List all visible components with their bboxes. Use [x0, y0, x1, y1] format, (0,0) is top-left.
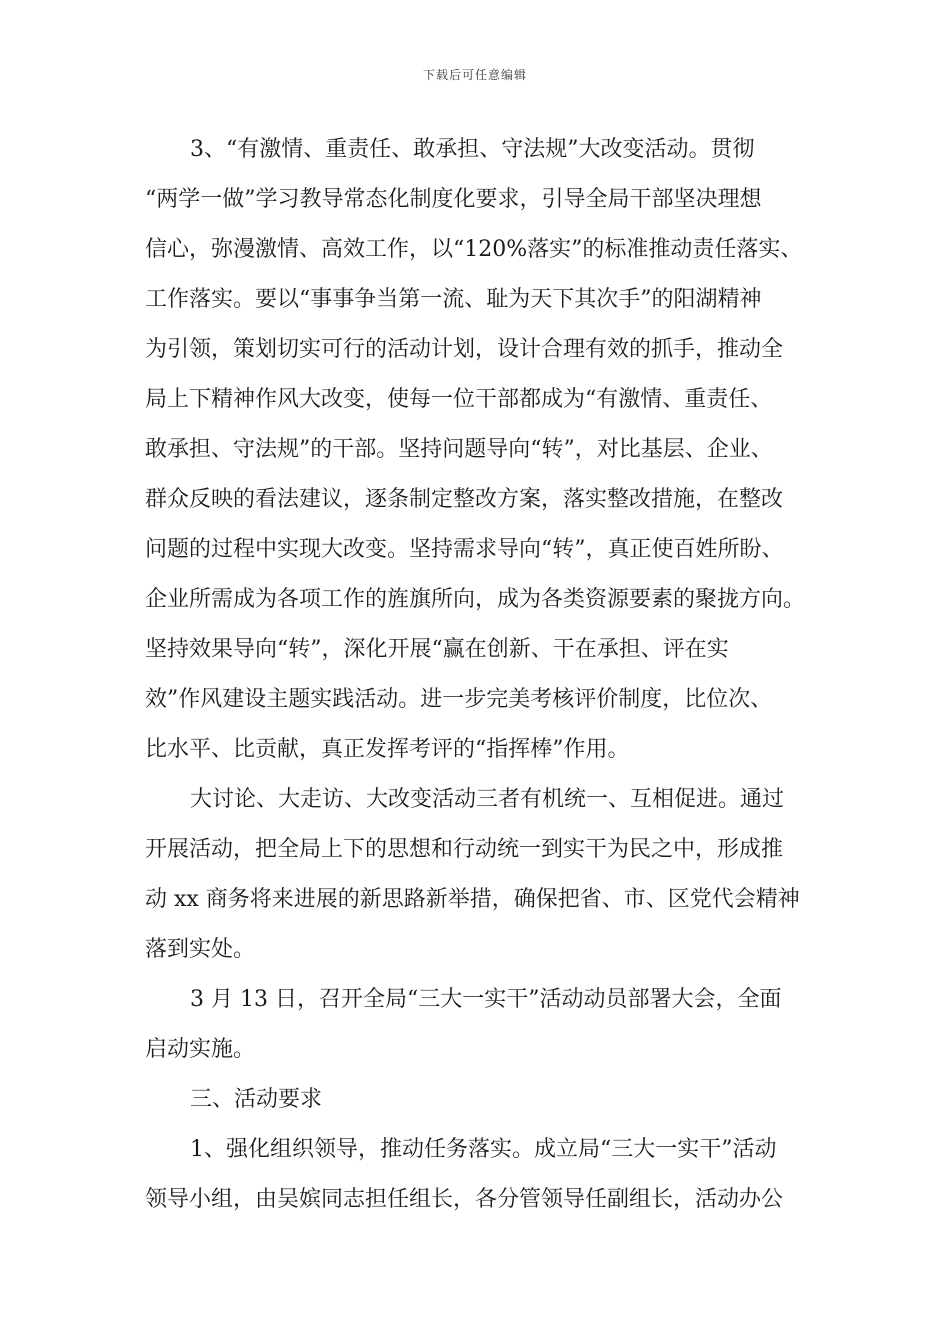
body-line: “两学一做”学习教导常态化制度化要求，引导全局干部坚决理想 [145, 187, 762, 212]
body-line: 工作落实。要以“事事争当第一流、耻为天下其次手”的阳湖精神 [145, 287, 762, 312]
section-heading: 三、活动要求 [190, 1087, 323, 1112]
body-line: 问题的过程中实现大改变。坚持需求导向“转”，真正使百姓所盼、 [145, 537, 784, 562]
body-line: 企业所需成为各项工作的旌旗所向，成为各类资源要素的聚拢方向。 [145, 587, 806, 612]
body-line: 局上下精神作风大改变，使每一位干部都成为“有激情、重责任、 [145, 387, 773, 412]
body-line: 大讨论、大走访、大改变活动三者有机统一、互相促进。通过 [190, 787, 785, 812]
body-line: 效”作风建设主题实践活动。进一步完美考核评价制度，比位次、 [145, 687, 773, 712]
body-line: 比水平、比贡献，真正发挥考评的“指挥棒”作用。 [145, 737, 630, 762]
body-line: 领导小组，由吴嫔同志担任组长，各分管领导任副组长，活动办公 [145, 1187, 784, 1212]
body-line: 落到实处。 [145, 937, 256, 962]
body-line: 3、“有激情、重责任、敢承担、守法规”大改变活动。贯彻 [190, 137, 755, 162]
body-line: 1、强化组织领导，推动任务落实。成立局“三大一实干”活动 [190, 1137, 777, 1162]
body-line: 为引领，策划切实可行的活动计划，设计合理有效的抓手，推动全 [145, 337, 784, 362]
body-line: 3 月 13 日，召开全局“三大一实干”活动动员部署大会，全面 [190, 987, 782, 1012]
body-line: 坚持效果导向“转”，深化开展“赢在创新、干在承担、评在实 [145, 637, 729, 662]
body-line: 敢承担、守法规”的干部。坚持问题导向“转”，对比基层、企业、 [145, 437, 773, 462]
body-line: 启动实施。 [145, 1037, 256, 1062]
body-line: 信心，弥漫激情、高效工作，以“120%落实”的标准推动责任落实、 [145, 237, 803, 262]
body-line: 动 xx 商务将来进展的新思路新举措，确保把省、市、区党代会精神 [145, 887, 800, 912]
body-line: 群众反映的看法建议，逐条制定整改方案，落实整改措施，在整改 [145, 487, 784, 512]
page-header: 下载后可任意编辑 [422, 68, 527, 82]
body-line: 开展活动，把全局上下的思想和行动统一到实干为民之中，形成推 [145, 837, 784, 862]
